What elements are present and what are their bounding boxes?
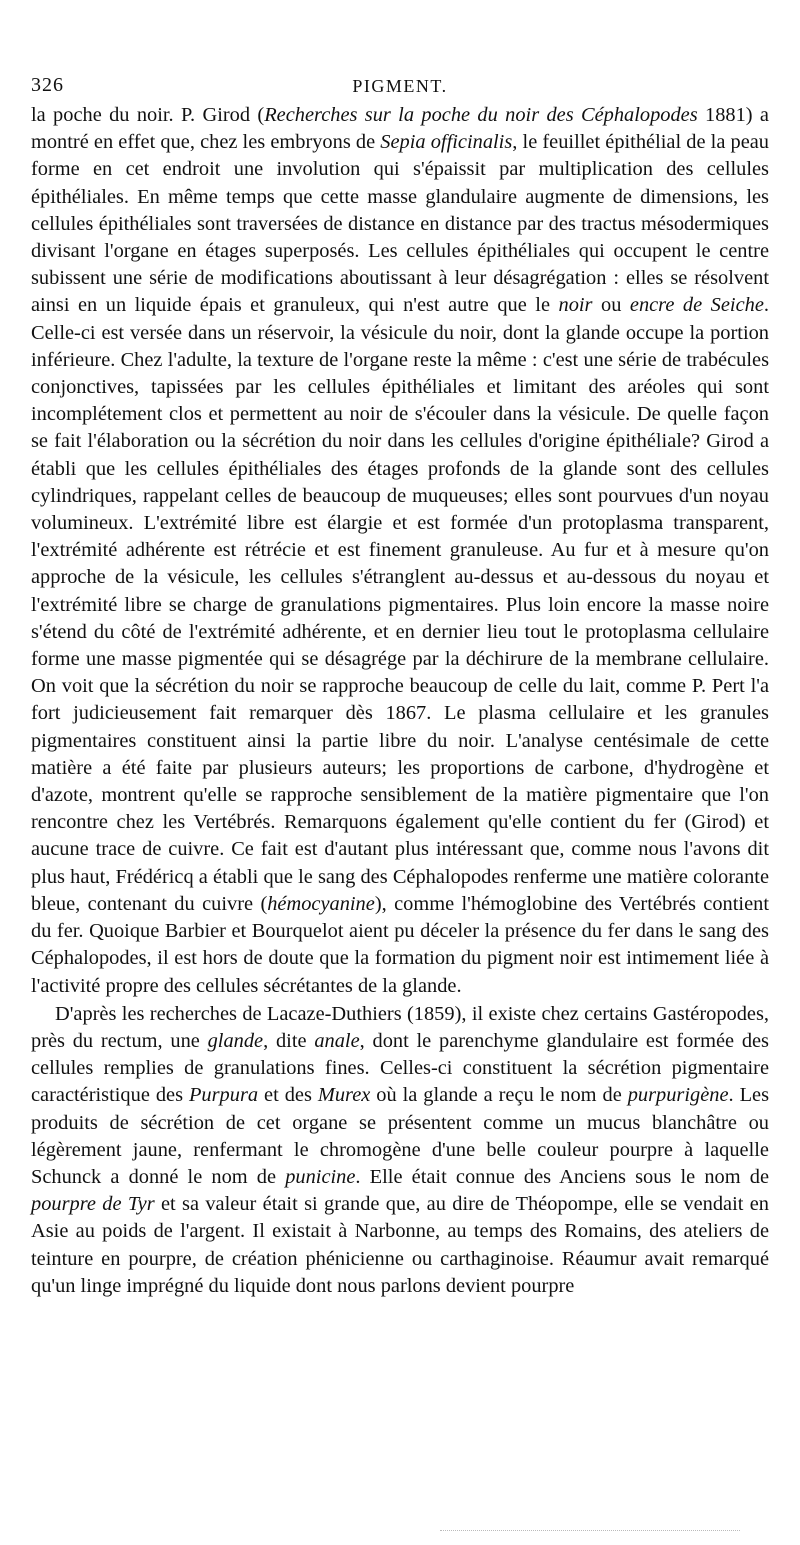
italic-run: glande xyxy=(207,1029,264,1052)
text-run: , dont le parenchyme glandulaire est formée des cellules remplies de granulations fines. Celles-ci constituent la sécrétion pigmentaire caractéristique des xyxy=(31,1029,769,1107)
bleed-through-rule xyxy=(440,1530,740,1531)
text-run: ), comme l'hémoglobine des Vertébrés contient du fer. Quoique Barbier et Bourquelot aient pu déceler la présence du fer dans le sang des Céphalopodes, il est hors de doute que la formation du pigment noir est intimement liée à l'activité propre des cellules sécrétantes de la glande. xyxy=(31,892,769,997)
text-run: D'après les recherches de Lacaze-Duthiers (1859), il existe chez certains Gastéropodes, près du rectum, une xyxy=(31,1002,769,1052)
italic-run: pourpre de Tyr xyxy=(31,1193,155,1216)
italic-run: Recherches sur la poche du noir des Céphalopodes xyxy=(264,104,698,126)
text-run: , le feuillet épithélial de la peau forme en cet endroit une involution qui s'épaissit par multiplication des cellules épithéliales. En même temps que cette masse glandulaire augmente de dimensions, les cellules épithéliales sont traversées de distance en distance par des tractus mésodermiques divisant l'organe en étages superposés. Les cellules épithéliales qui occupent le centre subissent une série de modifications aboutissant à leur désagrégation : elles se résolvent ainsi en un liquide épais et granuleux, qui n'est autre que le xyxy=(31,131,770,317)
italic-run: Murex xyxy=(317,1084,371,1107)
text-run: où la glande a reçu le nom de xyxy=(370,1084,628,1107)
text-run: ou xyxy=(592,294,630,317)
italic-run: punicine xyxy=(285,1165,356,1188)
page-number: 326 xyxy=(31,74,64,96)
text-run: , dite xyxy=(263,1029,315,1052)
paragraph-2 xyxy=(31,1001,769,1300)
text-run: et des xyxy=(258,1084,318,1107)
italic-run: purpurigène xyxy=(627,1084,729,1107)
text-run: . Elle était connue des Anciens sous le nom de xyxy=(355,1165,769,1188)
italic-run: anale xyxy=(314,1029,360,1052)
italic-run: encre de Seiche xyxy=(629,294,764,317)
italic-run: noir xyxy=(558,294,593,317)
text-run: . Les produits de sécrétion de cet organe se présentent comme un mucus blanchâtre ou légèrement jaune, renfermant le chromogène d'une belle couleur pourpre à laquelle Schunck a donné le nom de xyxy=(31,1084,770,1188)
text-run: . Celle-ci est versée dans un réservoir, la vésicule du noir, dont la glande occupe la portion inférieure. Chez l'adulte, la texture de l'organe reste la même : c'est une série de trabécules conjonctives, tapissées par les cellules épithéliales et limitant des aréoles qui sont incomplétement clos et permettent au noir de s'écouler dans la vésicule. De quelle façon se fait l'élaboration ou la sécrétion du noir dans les cellules d'origine épithéliale? Girod a établi que les cellules épithéliales des étages profonds de la glande sont des cellules cylindriques, rappelant celles de beaucoup de muqueuses; elles sont pourvues d'un noyau volumineux. L'extrémité libre est élargie et est formée d'un protoplasma transparent, l'extrémité adhérente est rétrécie et est finement granuleuse. Au fur et à mesure qu'on approche de la vésicule, les cellules s'étranglent au-dessus et au-dessous du noyau et l'extrémité libre se charge de granulations pigmentaires. Plus loin encore la masse noire s'étend du côté de l'extrémité adhérente, et en dernier lieu tout le protoplasma cellulaire forme une masse pigmentée qui se désagrége par la déchirure de la membrane cellulaire. On voit que la sécrétion du noir se rapproche beaucoup de celle du lait, comme P. Pert l'a fort judicieusement fait remarquer dès 1867. Le plasma cellulaire et les granules pigmentaires constituent ainsi la partie libre du noir. L'analyse centésimale de cette matière a été faite par plusieurs auteurs; les proportions de carbone, d'hydrogène et d'azote, montrent qu'elle se rapproche sensiblement de la matière pigmentaire que l'on rencontre chez les Vertébrés. Remarquons également qu'elle contient du fer (Girod) et aucune trace de cuivre. Ce fait est d'autant plus intéressant que, comme nous l'avons dit plus haut, Frédéricq a établi que le sang des Céphalopodes renferme une matière colorante bleue, contenant du cuivre ( xyxy=(31,294,769,915)
text-run: 1881) a montré en effet que, chez les embryons de xyxy=(31,104,769,154)
paragraph-1 xyxy=(31,102,769,1000)
text-run: et sa valeur était si grande que, au dire de Théopompe, elle se vendait en Asie au poids de l'argent. Il existait à Narbonne, au temps des Romains, des ateliers de teinture en pourpre, de création phénicienne ou carthaginoise. Réaumur avait remarqué qu'un linge imprégné du liquide dont nous parlons devient pourpre xyxy=(31,1193,769,1297)
text-run: la poche du noir. P. Girod ( xyxy=(31,104,265,126)
italic-run: hémocyanine xyxy=(267,892,375,915)
book-page xyxy=(31,72,769,1300)
running-head: PIGMENT. xyxy=(352,76,448,96)
italic-run: Purpura xyxy=(188,1084,259,1107)
italic-run: Sepia officinalis xyxy=(380,131,513,154)
page-header xyxy=(31,72,769,102)
